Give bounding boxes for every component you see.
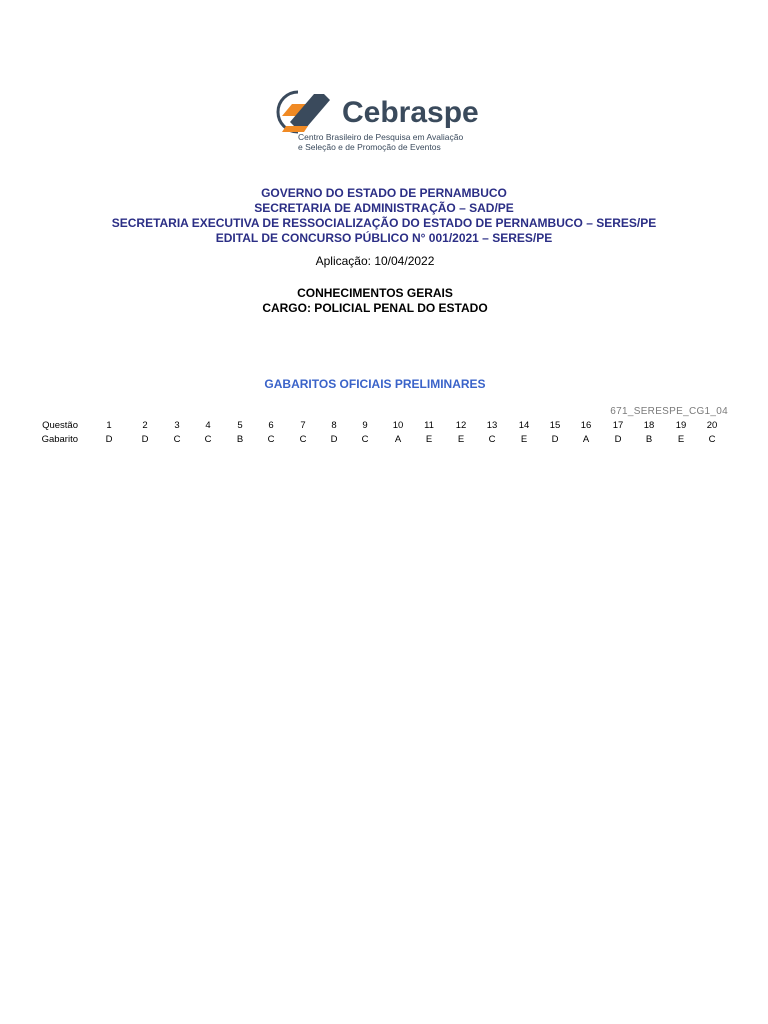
answer-cell: B xyxy=(236,434,244,445)
question-number-cell: 1 xyxy=(106,420,112,431)
question-number-cell: 18 xyxy=(643,420,655,431)
document-header xyxy=(0,186,768,246)
header-line-secretaria: SECRETARIA DE ADMINISTRAÇÃO – SAD/PE xyxy=(254,201,514,215)
question-number-cell: 15 xyxy=(549,420,561,431)
answer-cell: D xyxy=(551,434,559,445)
question-number-cell: 7 xyxy=(300,420,306,431)
cebraspe-logo xyxy=(268,86,488,156)
answer-cell: E xyxy=(520,434,528,445)
answer-cell: B xyxy=(645,434,653,445)
row-label-questao: Questão xyxy=(42,420,78,431)
question-number-cell: 11 xyxy=(424,420,434,431)
answer-cell: C xyxy=(708,434,716,445)
answer-cell: A xyxy=(582,434,590,445)
logo-name: Cebraspe xyxy=(342,96,479,129)
exam-info xyxy=(0,286,750,316)
answer-cell: D xyxy=(614,434,622,445)
answer-cell: C xyxy=(488,434,496,445)
answer-cell: C xyxy=(267,434,275,445)
answer-cell: E xyxy=(425,434,433,445)
header-line-government: GOVERNO DO ESTADO DE PERNAMBUCO xyxy=(261,186,507,200)
answer-cell: C xyxy=(173,434,181,445)
gabarito-title: GABARITOS OFICIAIS PRELIMINARES xyxy=(264,377,486,391)
logo-tagline-line1: Centro Brasileiro de Pesquisa em Avaliação xyxy=(298,132,464,142)
header-line-edital: EDITAL DE CONCURSO PÚBLICO N° 001/2021 – SERES/PE xyxy=(215,231,553,245)
header-line-seres: SECRETARIA EXECUTIVA DE RESSOCIALIZAÇÃO DO ESTADO DE PERNAMBUCO – SERES/PE xyxy=(111,216,657,230)
aplicacao-line xyxy=(0,254,750,268)
question-number-cell: 10 xyxy=(392,420,404,431)
question-number-cell: 13 xyxy=(486,420,498,431)
question-number-cell: 4 xyxy=(205,420,211,431)
aplicacao-label: Aplicação: xyxy=(315,254,371,268)
answer-cell: D xyxy=(105,434,113,445)
question-number-cell: 19 xyxy=(675,420,687,431)
answers-row xyxy=(0,434,768,448)
exam-subject: CONHECIMENTOS GERAIS xyxy=(297,286,453,300)
answer-cell: D xyxy=(330,434,338,445)
questions-row xyxy=(0,420,768,434)
answer-cell: C xyxy=(204,434,212,445)
question-number-cell: 17 xyxy=(612,420,624,431)
answer-cell: E xyxy=(677,434,685,445)
answer-cell: C xyxy=(299,434,307,445)
question-number-cell: 5 xyxy=(237,420,243,431)
question-number-cell: 2 xyxy=(142,420,148,431)
question-number-cell: 16 xyxy=(580,420,592,431)
question-number-cell: 9 xyxy=(362,420,368,431)
logo-tagline xyxy=(298,132,463,152)
aplicacao-date: 10/04/2022 xyxy=(374,254,435,268)
question-number-cell: 20 xyxy=(706,420,718,431)
answer-cell: E xyxy=(457,434,465,445)
row-label-gabarito: Gabarito xyxy=(41,434,78,445)
question-number-cell: 14 xyxy=(518,420,530,431)
logo-tagline-line2: e Seleção e de Promoção de Eventos xyxy=(298,142,441,152)
question-number-cell: 3 xyxy=(174,420,180,431)
exam-cargo: CARGO: POLICIAL PENAL DO ESTADO xyxy=(262,301,488,315)
answer-cell: C xyxy=(361,434,369,445)
answer-cell: A xyxy=(394,434,402,445)
question-number-cell: 8 xyxy=(331,420,337,431)
question-number-cell: 12 xyxy=(455,420,467,431)
booklet-code: 671_SERESPE_CG1_04 xyxy=(610,406,728,417)
cebraspe-emblem-icon xyxy=(268,86,338,136)
question-number-cell: 6 xyxy=(268,420,274,431)
answer-cell: D xyxy=(141,434,149,445)
